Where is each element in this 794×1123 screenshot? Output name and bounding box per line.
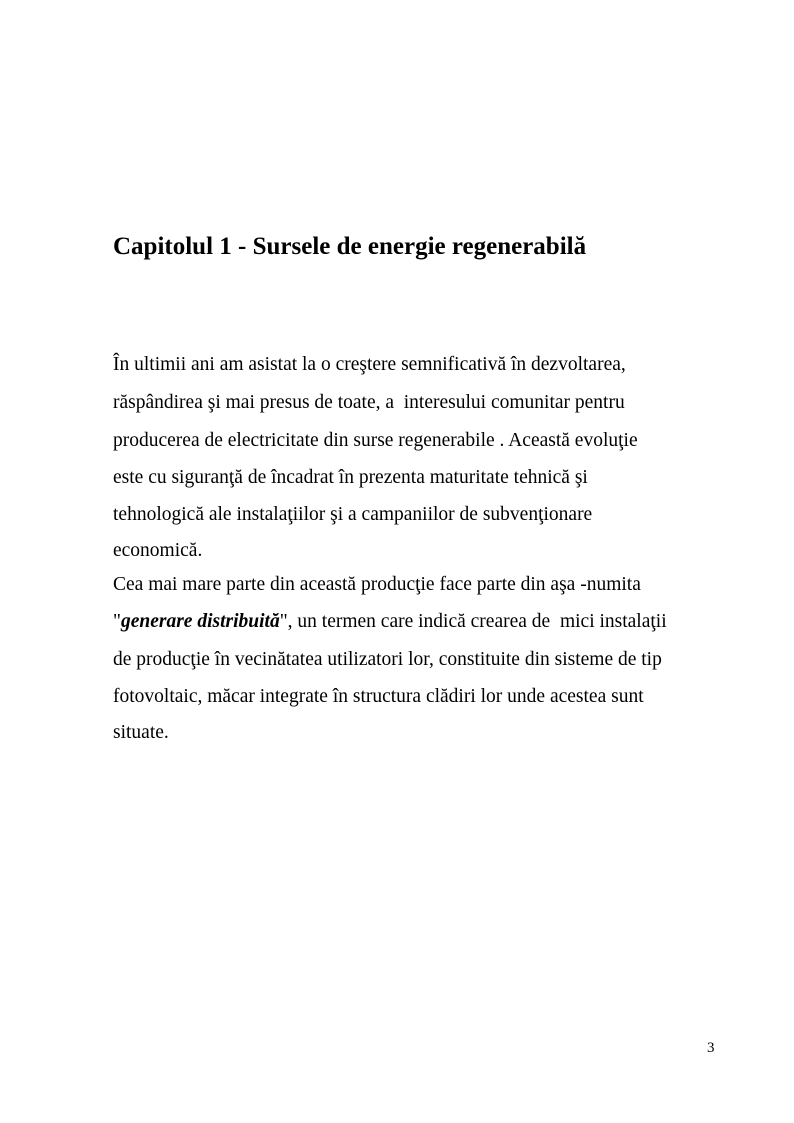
paragraph-line: Cea mai mare parte din această producţie face parte din aşa -numita	[113, 574, 641, 595]
emphasized-term: generare distribuită	[120, 611, 280, 632]
paragraph-line: În ultimii ani am asistat la o creştere semnificativă în dezvoltarea,	[113, 354, 626, 375]
paragraph-line: este cu siguranţă de încadrat în prezenta maturitate tehnică şi	[113, 467, 588, 488]
open-quote: "	[113, 611, 121, 632]
paragraph-line: economică.	[113, 540, 203, 561]
paragraph-line: fotovoltaic, măcar integrate în structura clădiri lor unde acestea sunt	[113, 686, 644, 707]
paragraph-line: tehnologică ale instalaţiilor şi a campaniilor de subvenţionare	[113, 504, 593, 525]
paragraph-line: situate.	[113, 722, 169, 743]
paragraph-line-with-emphasis	[113, 610, 667, 634]
paragraph-line: producerea de electricitate din surse regenerabile . Această evoluţie	[113, 430, 638, 451]
page-number: 3	[707, 1040, 715, 1056]
paragraph-line: răspândirea şi mai presus de toate, a interesului comunitar pentru	[113, 392, 625, 413]
paragraph-line: de producţie în vecinătatea utilizatori lor, constituite din sisteme de tip	[113, 649, 662, 670]
line-remainder: ", un termen care indică crearea de mici instalaţii	[279, 611, 667, 632]
chapter-title: Capitolul 1 - Sursele de energie regenerabilă	[113, 233, 587, 260]
